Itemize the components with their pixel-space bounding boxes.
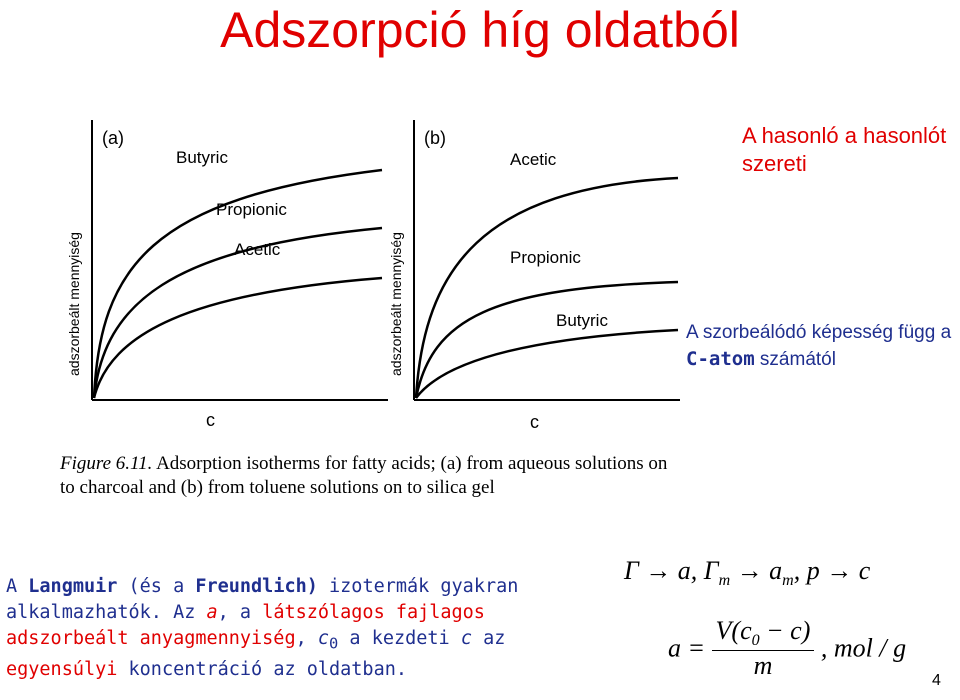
panel-a-curve-label-acetic: Acetic <box>234 240 281 259</box>
figure-caption <box>60 452 670 500</box>
bottom-paragraph <box>6 574 606 683</box>
panel-b-curve-label-acetic: Acetic <box>510 150 557 169</box>
formula-a-lhs: a = <box>668 633 706 663</box>
panel-a-curve-label-propionic: Propionic <box>216 200 287 219</box>
panel-a-figure <box>90 118 390 418</box>
bt-f: , <box>295 628 318 649</box>
formula-gamma-part1: Γ → a, Γ <box>624 556 719 585</box>
figure-number: Figure 6.11. <box>60 453 153 474</box>
panel-a-label: (a) <box>102 128 124 148</box>
panel-b-ylabel: adszorbeált mennyiség <box>388 232 404 376</box>
bt-sub0: 0 <box>329 634 339 653</box>
formula-a-fraction <box>712 616 815 681</box>
panel-a-curve-acetic <box>94 278 382 398</box>
formula-gamma-part2: → a <box>730 556 783 585</box>
panel-b-figure <box>412 118 682 418</box>
formula-a-num-text: V(c <box>715 616 752 645</box>
note-like-dissolves-like: A hasonló a hasonlót szereti <box>742 123 947 176</box>
panel-a-curve-label-butyric: Butyric <box>176 148 228 167</box>
bt-d: , a <box>217 602 263 623</box>
bt-c0: c <box>317 628 330 649</box>
note-carbon-atom-text1: A szorbeálódó képesség függ a <box>686 322 952 343</box>
panel-b-label: (b) <box>424 128 446 148</box>
panel-a-xlabel: c <box>206 410 215 430</box>
bt-h: az <box>471 628 506 649</box>
formula-a-rhs: , mol / g <box>820 633 907 663</box>
note-carbon-atom-bold: C-atom <box>686 348 755 370</box>
bt-b: (és a <box>117 576 196 597</box>
bt-g: a kezdeti <box>338 628 461 649</box>
formula-a-num-sub: 0 <box>751 632 760 650</box>
slide-title: Adszorpció híg oldatból <box>220 2 740 58</box>
formula-a <box>668 616 906 681</box>
bt-c: izotermák gyakran alkalmazhatók. Az <box>6 576 519 623</box>
figure-caption-text: Adsorption isotherms for fatty acids; (a) from aqueous solutions on to charcoal and (b) from toluene solutions on to silica gel <box>60 453 668 498</box>
panel-b-curve-propionic <box>416 282 678 398</box>
note-carbon-atom-text2: számától <box>754 349 836 370</box>
bt-freundlich: Freundlich) <box>195 576 318 597</box>
panel-b-curve-acetic <box>416 178 678 398</box>
formula-gamma-sub1: m <box>718 572 731 590</box>
panel-a-ylabel: adszorbeált mennyiség <box>66 232 82 376</box>
bt-var-a: a <box>206 602 218 623</box>
bt-j: koncentráció az oldatban. <box>117 658 407 680</box>
formula-a-num-end: − c) <box>759 616 811 645</box>
bt-i: egyensúlyi <box>6 658 118 680</box>
formula-a-denominator: m <box>753 651 773 681</box>
panel-b-curve-label-propionic: Propionic <box>510 248 581 267</box>
bt-e: látszólagos fajlagos adszorbeált anyagmennyiség <box>6 602 485 649</box>
formula-gamma <box>624 556 870 590</box>
bt-a: A <box>6 576 29 597</box>
bt-langmuir: Langmuir <box>28 576 118 597</box>
formula-gamma-part3: , p → c <box>793 556 871 585</box>
page-number: 4 <box>932 672 941 689</box>
bt-var-c: c <box>460 628 472 649</box>
formula-gamma-sub2: m <box>782 572 794 590</box>
panel-b-xlabel: c <box>530 412 539 432</box>
formula-a-numerator <box>712 616 815 651</box>
panel-b-curve-label-butyric: Butyric <box>556 311 608 330</box>
panel-b-curve-butyric <box>416 330 678 398</box>
note-carbon-atom <box>686 320 960 373</box>
